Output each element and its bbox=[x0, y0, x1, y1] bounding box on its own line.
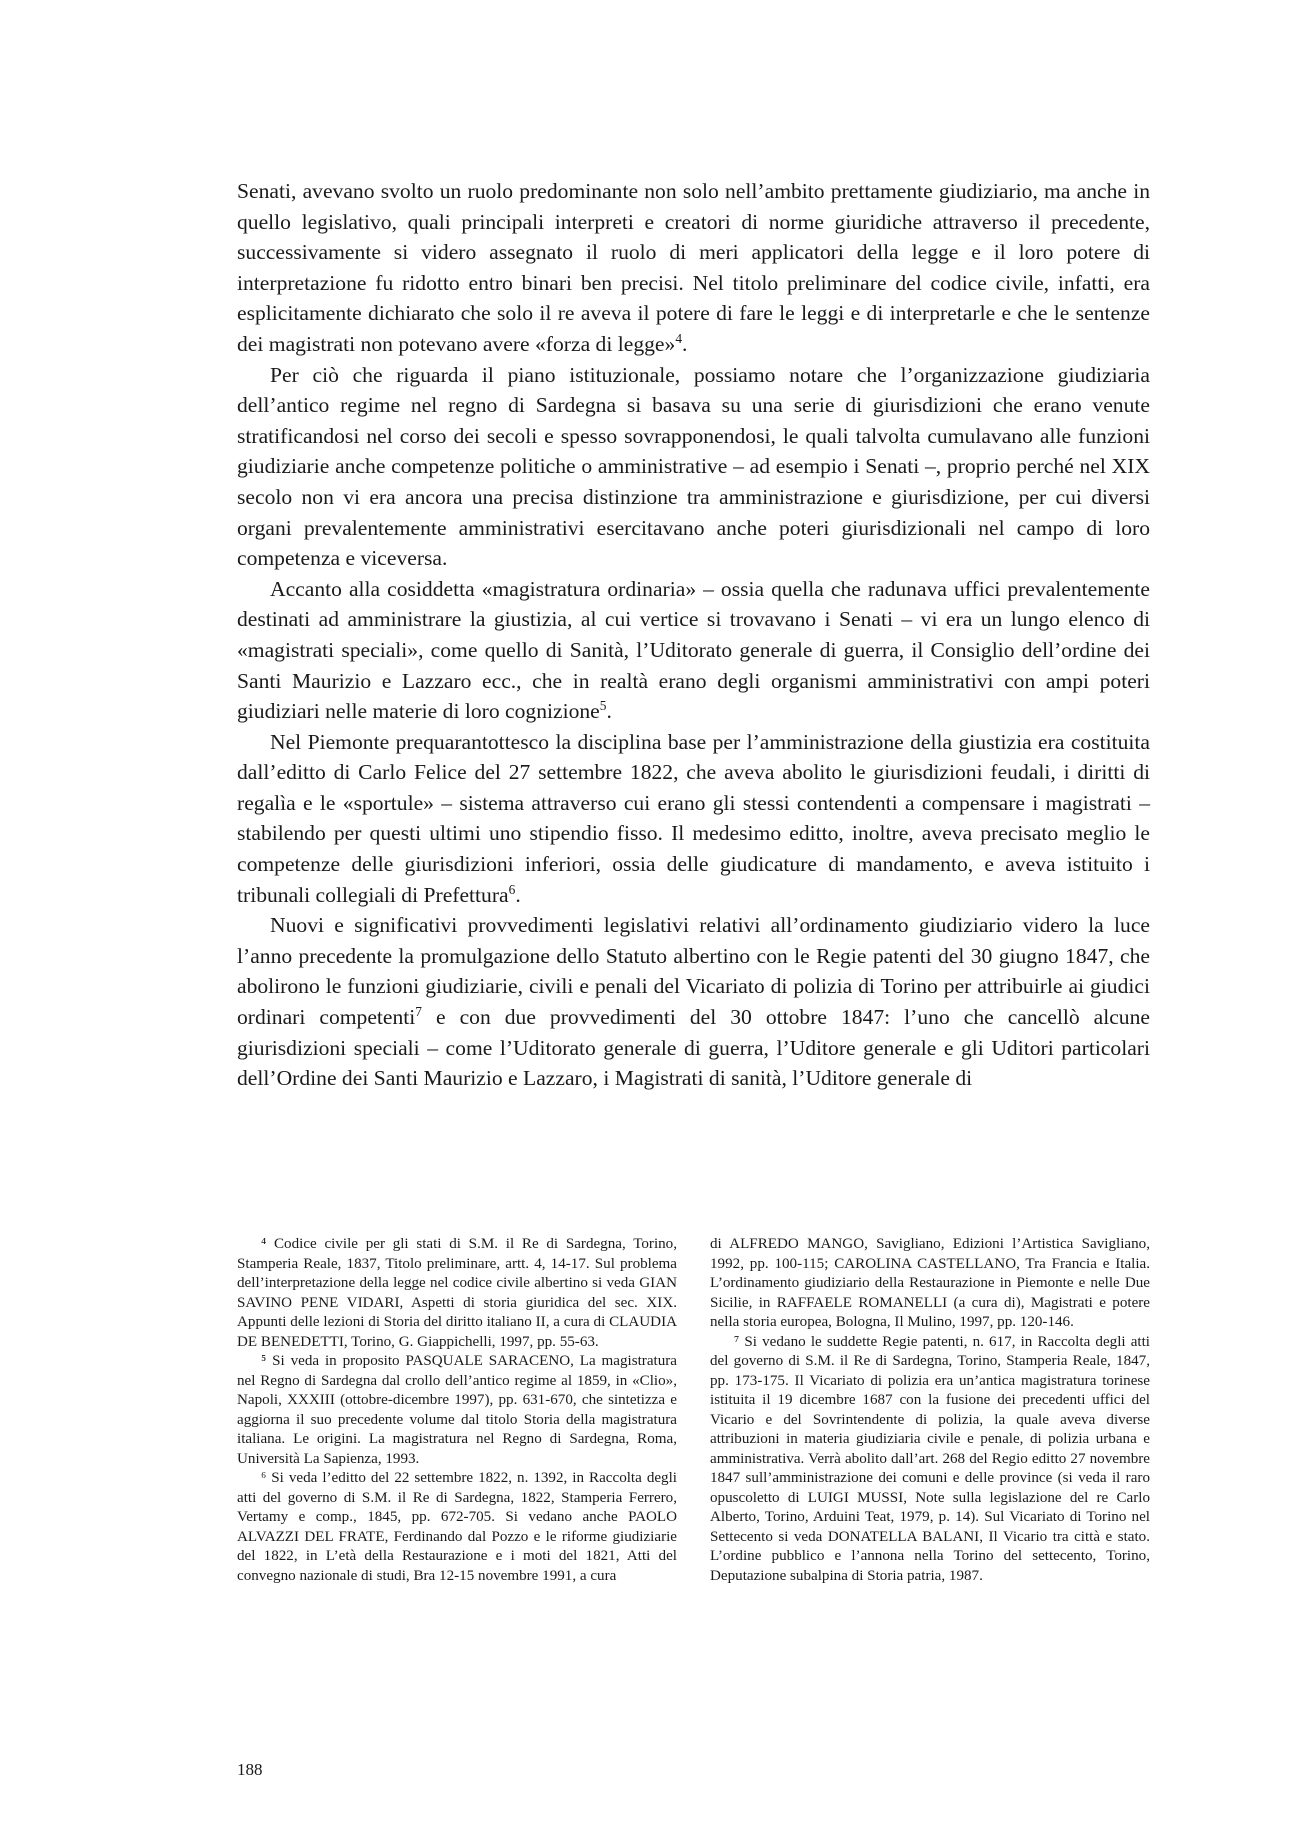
page-number: 188 bbox=[237, 1760, 263, 1779]
paragraph-1-text: Senati, avevano svolto un ruolo predominante non solo nell’ambito prettamente giudiziario, ma anche in quello legislativo, quali principali interpreti e creatori di norme giuridiche attraverso il precedente, successivamente si videro assegnato il ruolo di meri applicatori della legge e il loro potere di interpretazione fu ridotto entro binari ben precisi. Nel titolo preliminare del codice civile, infatti, era esplicitamente dichiarato che solo il re aveva il potere di fare le leggi e di interpretarle e che le sentenze dei magistrati non potevano avere «forza di legge» bbox=[237, 179, 1150, 356]
footnote-ref-4: 4 bbox=[675, 330, 682, 346]
footnotes bbox=[237, 1235, 1150, 1586]
paragraph-1-end: . bbox=[682, 331, 688, 356]
footnote-ref-7: 7 bbox=[415, 1003, 422, 1019]
paragraph-3-end: . bbox=[606, 699, 612, 724]
footnote-6: ⁶ Si veda l’editto del 22 settembre 1822, n. 1392, in Raccolta degli atti del governo di S.M. il Re di Sardegna, 1822, Stamperia Ferrero, Vertamy e comp., 1845, pp. 672-705. Si vedano anche PAOLO ALVAZZI DEL FRATE, Ferdinando dal Pozzo e le riforme giudiziarie del 1822, in L’età della Restaurazione e i moti del 1821, Atti del convegno nazionale di studi, Bra 12-15 novembre 1991, a cura bbox=[237, 1470, 677, 1584]
paragraph-2 bbox=[237, 360, 1150, 574]
paragraph-5-text-b: e con due provvedimenti del 30 ottobre 1847: l’uno che cancellò alcune giurisdizioni speciali – come l’Uditorato generale di guerra, l’Uditore generale e gli Uditori particolari dell’Ordine dei Santi Maurizio e Lazzaro, i Magistrati di sanità, l’Uditore generale di bbox=[237, 1005, 1150, 1091]
paragraph-4 bbox=[237, 727, 1150, 911]
footnotes-left-column bbox=[237, 1235, 677, 1586]
footnote-6-continued: di ALFREDO MANGO, Savigliano, Edizioni l’Artistica Savigliano, 1992, pp. 100-115; CAROLINA CASTELLANO, Tra Francia e Italia. L’ordinamento giudiziario della Restaurazione in Piemonte e nelle Due Sicilie, in RAFFAELE ROMANELLI (a cura di), Magistrati e potere nella storia europea, Bologna, Il Mulino, 1997, pp. 120-146. bbox=[710, 1236, 1150, 1330]
paragraph-5 bbox=[237, 910, 1150, 1094]
paragraph-4-text: Nel Piemonte prequarantottesco la disciplina base per l’amministrazione della giustizia era costituita dall’editto di Carlo Felice del 27 settembre 1822, che aveva abolito le giurisdizioni feudali, i diritti di regalìa e le «sportule» – sistema attraverso cui erano gli stessi contendenti a compensare i magistrati – stabilendo per questi ultimi uno stipendio fisso. Il medesimo editto, inoltre, aveva precisato meglio le competenze delle giurisdizioni inferiori, ossia delle giudicature di mandamento, e aveva istituito i tribunali collegiali di Prefettura bbox=[237, 729, 1150, 907]
footnote-7: ⁷ Si vedano le suddette Regie patenti, n. 617, in Raccolta degli atti del governo di S.M. il Re di Sardegna, Torino, Stamperia Reale, 1847, pp. 173-175. Il Vicariato di polizia era un’antica magistratura torinese istituita il 19 dicembre 1687 con la fusione dei precedenti uffici del Vicario e del Sovrintendente di polizia, la quale aveva diverse attribuzioni in materia giudiziaria civile e penale, di polizia urbana e amministrativa. Verrà abolito dall’art. 268 del Regio editto 27 novembre 1847 sull’amministrazione dei comuni e delle province (si veda il raro opuscoletto di LUIGI MUSSI, Note sulla legislazione del re Carlo Alberto, Torino, Arduini Teat, 1979, p. 14). Sul Vicariato di Torino nel Settecento si veda DONATELLA BALANI, Il Vicario tra città e stato. L’ordine pubblico e l’annona nella Torino del settecento, Torino, Deputazione subalpina di Storia patria, 1987. bbox=[710, 1333, 1150, 1584]
paragraph-4-end: . bbox=[515, 882, 521, 907]
body-text bbox=[237, 176, 1150, 1094]
footnote-5: ⁵ Si veda in proposito PASQUALE SARACENO, La magistratura nel Regno di Sardegna dal crollo dell’antico regime al 1859, in «Clio», Napoli, XXXIII (ottobre-dicembre 1997), pp. 631-670, che sintetizza e aggiorna il suo precedente volume dal titolo Storia della magistratura italiana. Le origini. La magistratura nel Regno di Sardegna, Roma, Università La Sapienza, 1993. bbox=[237, 1353, 677, 1467]
paragraph-2-text: Per ciò che riguarda il piano istituzionale, possiamo notare che l’organizzazione giudiziaria dell’antico regime nel regno di Sardegna si basava su una serie di giurisdizioni che erano venute stratificandosi nel corso dei secoli e spesso sovrapponendosi, le quali talvolta cumulavano alle funzioni giudiziarie anche competenze politiche o amministrative – ad esempio i Senati –, proprio perché nel XIX secolo non vi era ancora una precisa distinzione tra amministrazione e giurisdizione, per cui diversi organi prevalentemente amministrativi esercitavano anche poteri giurisdizionali nel campo di loro competenza e viceversa. bbox=[237, 362, 1150, 571]
paragraph-3-text: Accanto alla cosiddetta «magistratura ordinaria» – ossia quella che radunava uffici prevalentemente destinati ad amministrare la giustizia, al cui vertice si trovavano i Senati – vi era un lungo elenco di «magistrati speciali», come quello di Sanità, l’Uditorato generale di guerra, il Consiglio dell’ordine dei Santi Maurizio e Lazzaro ecc., che in realtà erano degli organismi amministrativi con ampi poteri giudiziari nelle materie di loro cognizione bbox=[237, 576, 1150, 724]
footnotes-right-column bbox=[710, 1235, 1150, 1586]
footnote-ref-6: 6 bbox=[508, 881, 516, 897]
paragraph-1 bbox=[237, 176, 1150, 360]
footnote-4: ⁴ Codice civile per gli stati di S.M. il Re di Sardegna, Torino, Stamperia Reale, 1837, Titolo preliminare, artt. 4, 14-17. Sul problema dell’interpretazione della legge nel codice civile albertino si veda GIAN SAVINO PENE VIDARI, Aspetti di storia giuridica del sec. XIX. Appunti delle lezioni di Storia del diritto italiano II, a cura di CLAUDIA DE BENEDETTI, Torino, G. Giappichelli, 1997, pp. 55-63. bbox=[237, 1236, 677, 1350]
paragraph-5-text-a: Nuovi e significativi provvedimenti legislativi relativi all’ordinamento giudiziario videro la luce l’anno precedente la promulgazione dello Statuto albertino con le Regie patenti del 30 giugno 1847, che abolirono le funzioni giudiziarie, civili e penali del Vicariato di polizia di Torino per attribuirle ai giudici ordinari competenti bbox=[237, 913, 1150, 1030]
footnote-ref-5: 5 bbox=[599, 697, 607, 713]
paragraph-3 bbox=[237, 574, 1150, 727]
